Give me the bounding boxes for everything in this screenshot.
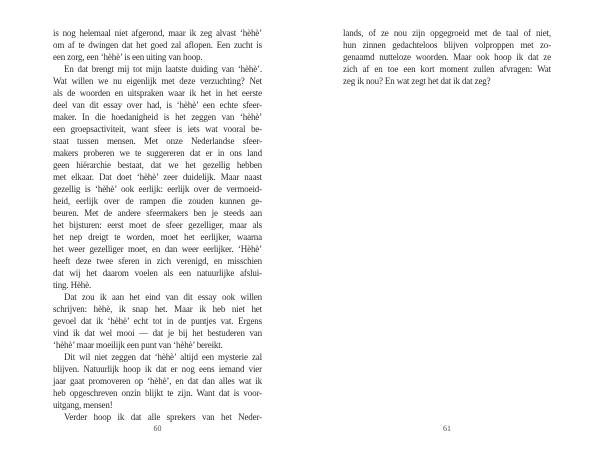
page-left-text: [53, 27, 262, 423]
text-line: beuren. Met de andere sfeermakers ben je steeds aan: [53, 208, 262, 218]
text-line: Dat zou ik aan het eind van dit essay ook willen: [64, 292, 262, 302]
text-line: ting. Hèhè.: [53, 280, 92, 290]
text-line: gezellig is ‘hèhè’ ook eerlijk: eerlijk over de vermoeid-: [53, 184, 262, 194]
text-line: met elkaar. Dat doet ‘hèhè’ zeer duidelijk. Maar naast: [53, 172, 262, 182]
text-line: blijven. Natuurlijk hoop ik dat er nog eens iemand vier: [53, 364, 262, 374]
text-line: het weer gezelliger moet, en dan weer eerlijker. ‘Hèhè’: [53, 244, 262, 254]
text-line: heeft deze twee sferen in zich verenigd, en misschien: [53, 256, 262, 266]
text-line: uitgang, mensen!: [53, 400, 113, 410]
text-line: om af te dwingen dat het goed zal aflopen. Een zucht is: [53, 40, 262, 50]
text-line: een groepsactiviteit, want sfeer is iets wat vooral be-: [53, 124, 262, 134]
text-line: is nog helemaal niet afgerond, maar ik zeg alvast ‘hèhè’: [53, 28, 262, 38]
text-line: geen hiërarchie bestaat, dat we het gezellig hebben: [53, 160, 262, 170]
text-line: zich af en toe een kort moment zullen afvragen: Wat: [343, 64, 551, 74]
text-line: genaamd nutteloze woorden. Maar ook hoop ik dat ze: [343, 52, 551, 62]
text-line: lands, of ze nou zijn opgegroeid met de taal of niet,: [343, 28, 551, 38]
text-line: maker. In die hoedanigheid is het zeggen van ‘hèhè’: [53, 112, 262, 122]
text-line: ‘hèhè’ maar moeilijk een punt van ‘hèhè’ bereikt.: [53, 340, 223, 350]
text-line: Verder hoop ik dat alle sprekers van het Neder-: [64, 412, 262, 422]
page-right: [300, 0, 600, 461]
page-left-number: 60: [153, 424, 162, 433]
page-right-text: [343, 27, 551, 87]
text-line: deel van dit essay over had, is ‘hèhè’ een echte sfeer-: [53, 100, 262, 110]
text-line: heb opgeschreven onzin blijkt te zijn. Want dat is voor-: [53, 388, 262, 398]
text-line: Dit wil niet zeggen dat ‘hèhè’ altijd een mysterie zal: [64, 352, 262, 362]
text-line: gevoel dat ik ‘hèhè’ echt tot in de puntjes vat. Ergens: [53, 316, 262, 326]
text-line: schrijven: hèhè, ik snap het. Maar ik heb niet het: [53, 304, 262, 314]
page-right-number: 61: [443, 424, 451, 433]
text-line: als de woorden en uitspraken waar ik het in het eerste: [53, 88, 262, 98]
text-line: jaar gaat promoveren op ‘hèhè’, en dat dan alles wat ik: [53, 376, 262, 386]
text-line: vind ik dat wel mooi — dat je bij het bestuderen van: [53, 328, 262, 338]
text-line: een zorg, een ‘hèhè’ is een uiting van hoop.: [53, 52, 203, 62]
text-line: dat wij het daarom voelen als een natuurlijke afslui-: [53, 268, 262, 278]
text-line: hun zinnen gedachteloos blijven volproppen met zo-: [343, 40, 551, 50]
text-line: En dat brengt mij tot mijn laatste duiding van ‘hèhè’.: [64, 64, 262, 74]
text-line: makers proberen we te suggereren dat er in ons land: [53, 148, 262, 158]
text-line: het bijsturen: eerst moet de sfeer gezelliger, maar als: [53, 220, 262, 230]
text-line: heid, eerlijk over de rampen die zouden kunnen ge-: [53, 196, 262, 206]
text-line: staat tussen mensen. Met onze Nederlandse sfeer-: [53, 136, 262, 146]
text-line: Wat willen we nu eigenlijk met deze verzuchting? Net: [53, 76, 262, 86]
text-line: het nep dreigt te worden, moet het eerlijker, waarna: [53, 232, 262, 242]
text-line: zeg ik nou? En wat zegt het dat ik dat zeg?: [343, 76, 491, 86]
